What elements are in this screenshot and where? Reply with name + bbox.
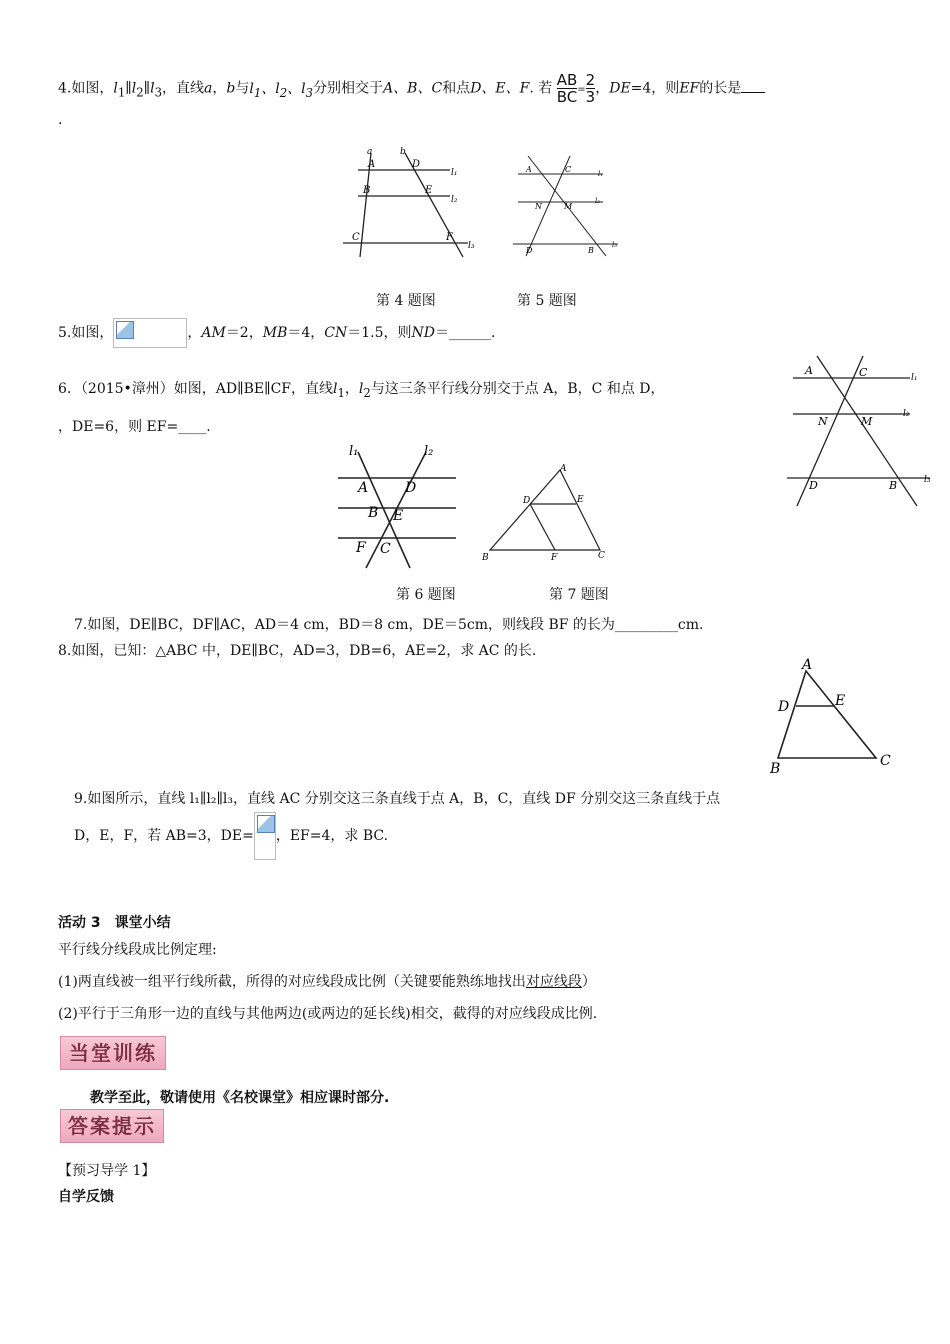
fig8-label-D: D [778,699,790,715]
fig4-label-C: C [352,232,360,243]
fig7-label-C: C [598,551,605,561]
fig5-label-D: D [526,246,533,255]
fig6-label-E: E [393,508,404,524]
answer-blank[interactable] [741,92,765,93]
fig5l-label-D: D [809,479,818,492]
figure-4 [338,145,483,263]
summary-title: 活动 3 课堂小结 [58,915,171,931]
fig4-label-A: A [368,159,376,170]
summary-item-1: (1)两直线被一组平行线所截，所得的对应线段成比例（关键要能熟练地找出对应线段） [58,974,596,990]
training-banner: 当堂训练 [60,1036,166,1070]
missing-image-icon [254,812,276,860]
fig4-label-l2: l₂ [451,195,458,205]
summary-heading: 平行线分线段成比例定理: [58,942,217,958]
fig5l-label-A: A [805,364,813,377]
fig5-label-A: A [526,165,532,174]
caption-fig6: 第 6 题图 [396,587,456,603]
fig7-label-E: E [577,495,584,505]
fig4-label-F: F [446,232,453,243]
fig4-label-a: a [367,147,373,157]
fig7-label-A: A [560,464,567,474]
figure-7 [478,460,613,565]
fig6-label-l2: l₂ [424,444,434,459]
figure-5-large [785,352,940,510]
fig6-label-F: F [356,540,366,556]
fig6-label-C: C [380,541,391,557]
figure-5 [508,152,628,260]
question-6-line2: ，DE=6，则 EF=____. [58,419,211,435]
question-6-line1: 6．（2015•漳州）如图，AD∥BE∥CF，直线$l_1$，$l_2$与这三条平行线分别交于点 A，B，C 和点 D， [58,381,665,400]
fig5-label-B: B [588,246,594,255]
figure-8 [768,655,898,777]
fig5l-label-B: B [889,479,898,492]
fig7-label-B: B [482,553,489,563]
fig4-label-B: B [363,185,371,196]
fig5-label-l2: l₂ [595,197,601,205]
fig8-label-E: E [835,693,846,709]
fig5-label-N: N [535,202,542,211]
caption-fig7: 第 7 题图 [549,587,609,603]
fig4-label-l3: l₃ [468,241,475,251]
fig6-label-B: B [368,505,379,521]
fig7-label-D: D [523,496,531,506]
fig4-label-D: D [412,159,421,170]
fig4-label-E: E [425,185,433,196]
question-9-line2: D，E，F，若 AB=3，DE= ，EF=4，求 BC. [74,812,388,860]
summary-item-2: (2)平行于三角形一边的直线与其他两边(或两边的延长线)相交，截得的对应线段成比例. [58,1006,598,1022]
fig4-label-b: b [400,147,406,157]
missing-image-icon [113,318,187,348]
question-5: 5.如图， ，AM＝2，MB＝4，CN＝1.5，则ND＝______. [58,318,495,348]
caption-fig4: 第 4 题图 [376,293,436,309]
training-text: 教学至此，敬请使用《名校课堂》相应课时部分. [90,1090,390,1106]
q4-dot: . [58,112,63,128]
fig5-label-C: C [565,165,572,174]
fig5l-label-l3: l₃ [924,475,931,485]
fig5-label-M: M [564,202,573,211]
fig8-label-C: C [880,753,891,769]
fig5l-label-N: N [818,415,828,428]
answers-subheading-2: 自学反馈 [58,1189,114,1205]
question-8: 8.如图，已知：△ABC 中，DE∥BC，AD=3，DB=6，AE=2，求 AC 的长. [58,643,537,659]
fig6-label-D: D [405,480,417,496]
fig8-label-A: A [802,657,813,673]
fig5l-label-C: C [859,366,868,379]
fig6-label-A: A [358,480,369,496]
answers-subheading-1: 【预习导学 1】 [58,1163,156,1179]
question-7: 7.如图，DE∥BC，DF∥AC，AD＝4 cm，BD＝8 cm，DE＝5cm，则线段 BF 的长为_________cm. [74,617,704,633]
fig5l-label-l1: l₁ [911,373,918,383]
fig5-label-l1: l₁ [598,170,604,178]
caption-fig5: 第 5 题图 [517,293,577,309]
question-9-line1: 9.如图所示，直线 l₁∥l₂∥l₃，直线 AC 分别交这三条直线于点 A，B，C，直线 DF 分别交这三条直线于点 [74,791,721,807]
ratio-value-fraction: $\frac{2}{3}$ [585,71,596,106]
fig5l-label-l2: l₂ [903,409,910,419]
fig8-label-B: B [770,761,781,777]
answers-banner: 答案提示 [60,1109,164,1143]
fig6-label-l1: l₁ [349,444,359,459]
ratio-fraction: $\frac{AB}{BC}$ [556,71,578,106]
fig5-label-l3: l₃ [612,241,618,249]
fig4-label-l1: l₁ [451,168,458,178]
figure-6 [338,440,463,570]
fig5l-label-M: M [861,415,873,428]
fig7-label-F: F [551,553,558,563]
question-4: 4.如图，$l_1\parallel l_2\parallel l_3$，直线a，b与$l_1$、$l_2$、$l_3$分别相交于A、B、C和点D、E、F. 若 $\frac{AB}{BC}$ = $\frac{2}{3}$ ，DE=4，则EF的长是 [58,72,765,105]
